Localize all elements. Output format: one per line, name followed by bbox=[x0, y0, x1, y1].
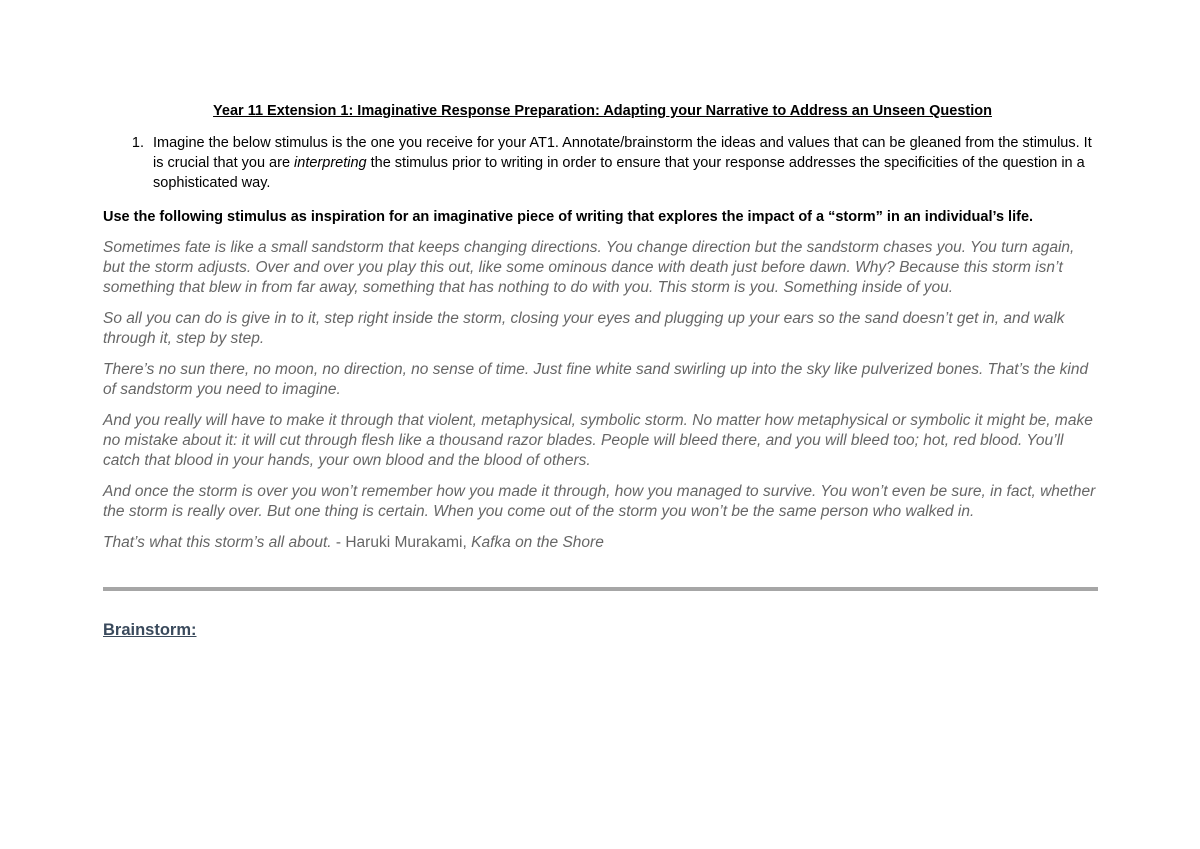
stimulus-attribution: - Haruki Murakami, bbox=[331, 534, 472, 551]
stimulus-instruction: Use the following stimulus as inspiration for an imaginative piece of writing that explores the impact of a “storm” in an individual’s life. bbox=[103, 209, 1034, 225]
stimulus-paragraph: And you really will have to make it through that violent, metaphysical, symbolic storm. No matter how metaphysical or symbolic it might be, make no mistake about it: it will cut through flesh like a thousand razor blades. People will bleed there, and you will bleed too; hot, red blood. You’ll catch that blood in your hands, your own blood and the blood of others. bbox=[103, 412, 1093, 469]
document-page bbox=[103, 100, 1098, 641]
task-list bbox=[103, 133, 1098, 193]
stimulus-paragraph: And once the storm is over you won’t remember how you made it through, how you managed to survive. You won’t even be sure, in fact, whether the storm is really over. But one thing is certain. When you come out of the storm you won’t be the same person who walked in. bbox=[103, 483, 1096, 520]
task-number: 1. bbox=[131, 135, 144, 151]
stimulus-closing-quote: That’s what this storm’s all about. bbox=[103, 534, 332, 551]
stimulus-closing-line bbox=[103, 533, 1098, 553]
section-divider bbox=[103, 587, 1098, 591]
stimulus-quote bbox=[103, 238, 1098, 553]
stimulus-paragraph: Sometimes fate is like a small sandstorm that keeps changing directions. You change direction but the sandstorm chases you. You turn again, but the storm adjusts. Over and over you play this out, like some ominous dance with death just before dawn. Why? Because this storm isn’t something that blew in from far away, something that has nothing to do with you. This storm is you. Something inside of you. bbox=[103, 239, 1075, 296]
task-text-before: Imagine the below stimulus is the one you receive for your AT1. Annotate/brainstorm the ideas and values that can be gleaned from the stimulus. It is crucial that you are bbox=[153, 135, 1092, 171]
task-text-emphasis: interpreting bbox=[294, 155, 367, 171]
stimulus-paragraph: There’s no sun there, no moon, no direction, no sense of time. Just fine white sand swirling up into the sky like pulverized bones. That’s the kind of sandstorm you need to imagine. bbox=[103, 361, 1089, 398]
task-item bbox=[103, 133, 1098, 193]
stimulus-source-title: Kafka on the Shore bbox=[471, 534, 604, 551]
document-title: Year 11 Extension 1: Imaginative Response Preparation: Adapting your Narrative to Address an Unseen Question bbox=[213, 103, 992, 119]
task-text bbox=[153, 133, 1098, 193]
brainstorm-heading: Brainstorm: bbox=[103, 621, 197, 639]
stimulus-paragraph: So all you can do is give in to it, step right inside the storm, closing your eyes and plugging up your ears so the sand doesn’t get in, and walk through it, step by step. bbox=[103, 310, 1065, 347]
task-text-after: the stimulus prior to writing in order to ensure that your response addresses the specificities of the question in a sophisticated way. bbox=[153, 155, 1085, 191]
